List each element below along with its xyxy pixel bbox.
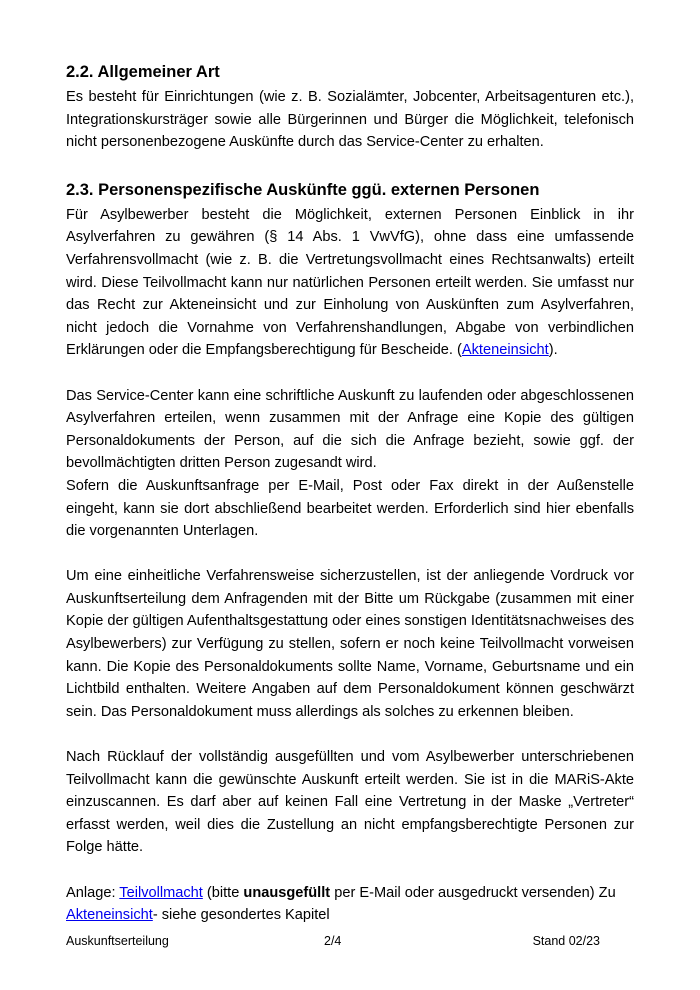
- paragraph-verfahrensweise: Um eine einheitliche Verfahrensweise sicherzustellen, ist der anliegende Vordruck vor Auskunftserteilung dem Anfragenden mit der Bitte um Rückgabe (zusammen mit einer Kopie der gültigen Aufenthaltsgestattung oder eines sonstigen Identitätsnachweises des Asylbewerbers) zur Verfügung zu stellen, sofern er noch keine Teilvollmacht vorweisen kann. Die Kopie des Personaldokuments sollte Name, Vorname, Geburtsname und ein Lichtbild enthalten. Weitere Angaben auf dem Personaldokument können geschwärzt sein. Das Personaldokument muss allerdings als solches zu erkennen bleiben.: [66, 568, 634, 720]
- teilvollmacht-link[interactable]: Teilvollmacht: [119, 884, 203, 901]
- anlage-bold-text: unausgefüllt: [243, 884, 331, 901]
- footer-title: Auskunftserteilung: [66, 934, 169, 948]
- akteneinsicht-link-2[interactable]: Akteneinsicht: [66, 907, 153, 924]
- document-page: [66, 60, 634, 927]
- footer-date: Stand 02/23: [532, 934, 600, 948]
- page-number: 2/4: [324, 934, 342, 948]
- section-heading-2-3: 2.3. Personenspezifische Auskünfte ggü. externen Personen: [66, 180, 540, 199]
- section-heading-2-2: 2.2. Allgemeiner Art: [66, 63, 220, 81]
- anlage-prefix: Anlage:: [66, 884, 120, 901]
- paragraph-teilvollmacht: [66, 204, 634, 362]
- paragraph-ruecklauf: Nach Rücklauf der vollständig ausgefüllten und vom Asylbewerber unterschriebenen Teilvollmacht kann die gewünschte Auskunft erteilt werden. Sie ist in die MARiS-Akte einzuscannen. Es darf aber auf keinen Fall eine Vertretung in der Maske „Vertreter“ erfasst werden, weil dies die Zustellung an nicht empfangsberechtigte Personen zur Folge hätte.: [66, 749, 634, 856]
- anlage-suffix: - siehe gesondertes Kapitel: [152, 907, 330, 924]
- paragraph-text: Für Asylbewerber besteht die Möglichkeit, externen Personen Einblick in ihr Asylverfahren zu gewähren (§ 14 Abs. 1 VwVfG), ohne dass eine umfassende Verfahrensvollmacht (wie z. B. die Vertretungsvollmacht eines Rechtsanwalts) erteilt wird. Diese Teilvollmacht kann nur natürlichen Personen erteilt werden. Sie umfasst nur das Recht zur Akteneinsicht und zur Einholung von Auskünften zum Asylverfahren, nicht jedoch die Vornahme von Verfahrenshandlungen, Abgabe von verbindlichen Erklärungen oder die Empfangsberechtigung für Bescheide. (: [66, 206, 634, 359]
- paragraph-2-2: Es besteht für Einrichtungen (wie z. B. Sozialämter, Jobcenter, Arbeitsagenturen etc.), Integrationskursträger sowie alle Bürgerinnen und Bürger die Möglichkeit, telefonisch nicht personenbezogene Auskünfte durch das Service-Center zu erhalten.: [66, 89, 634, 151]
- paragraph-anlage: [66, 882, 634, 927]
- paragraph-service-center: Das Service-Center kann eine schriftliche Auskunft zu laufenden oder abgeschlossenen Asylverfahren erteilen, wenn zusammen mit der Anfrage eine Kopie des gültigen Personaldokuments der Person, auf die sich die Anfrage bezieht, sowie ggf. der bevollmächtigten dritten Person zugesandt wird.: [66, 387, 634, 472]
- anlage-text-2: per E-Mail oder ausgedruckt versenden) Zu: [330, 884, 616, 901]
- akteneinsicht-link[interactable]: Akteneinsicht: [461, 342, 549, 359]
- anlage-text: (bitte: [202, 884, 244, 901]
- paragraph-text-end: ).: [548, 342, 558, 359]
- paragraph-aussenstelle: Sofern die Auskunftsanfrage per E-Mail, Post oder Fax direkt in der Außenstelle eingeht, kann sie dort abschließend bearbeitet werden. Erforderlich sind hier ebenfalls die vorgenannten Unterlagen.: [66, 477, 634, 540]
